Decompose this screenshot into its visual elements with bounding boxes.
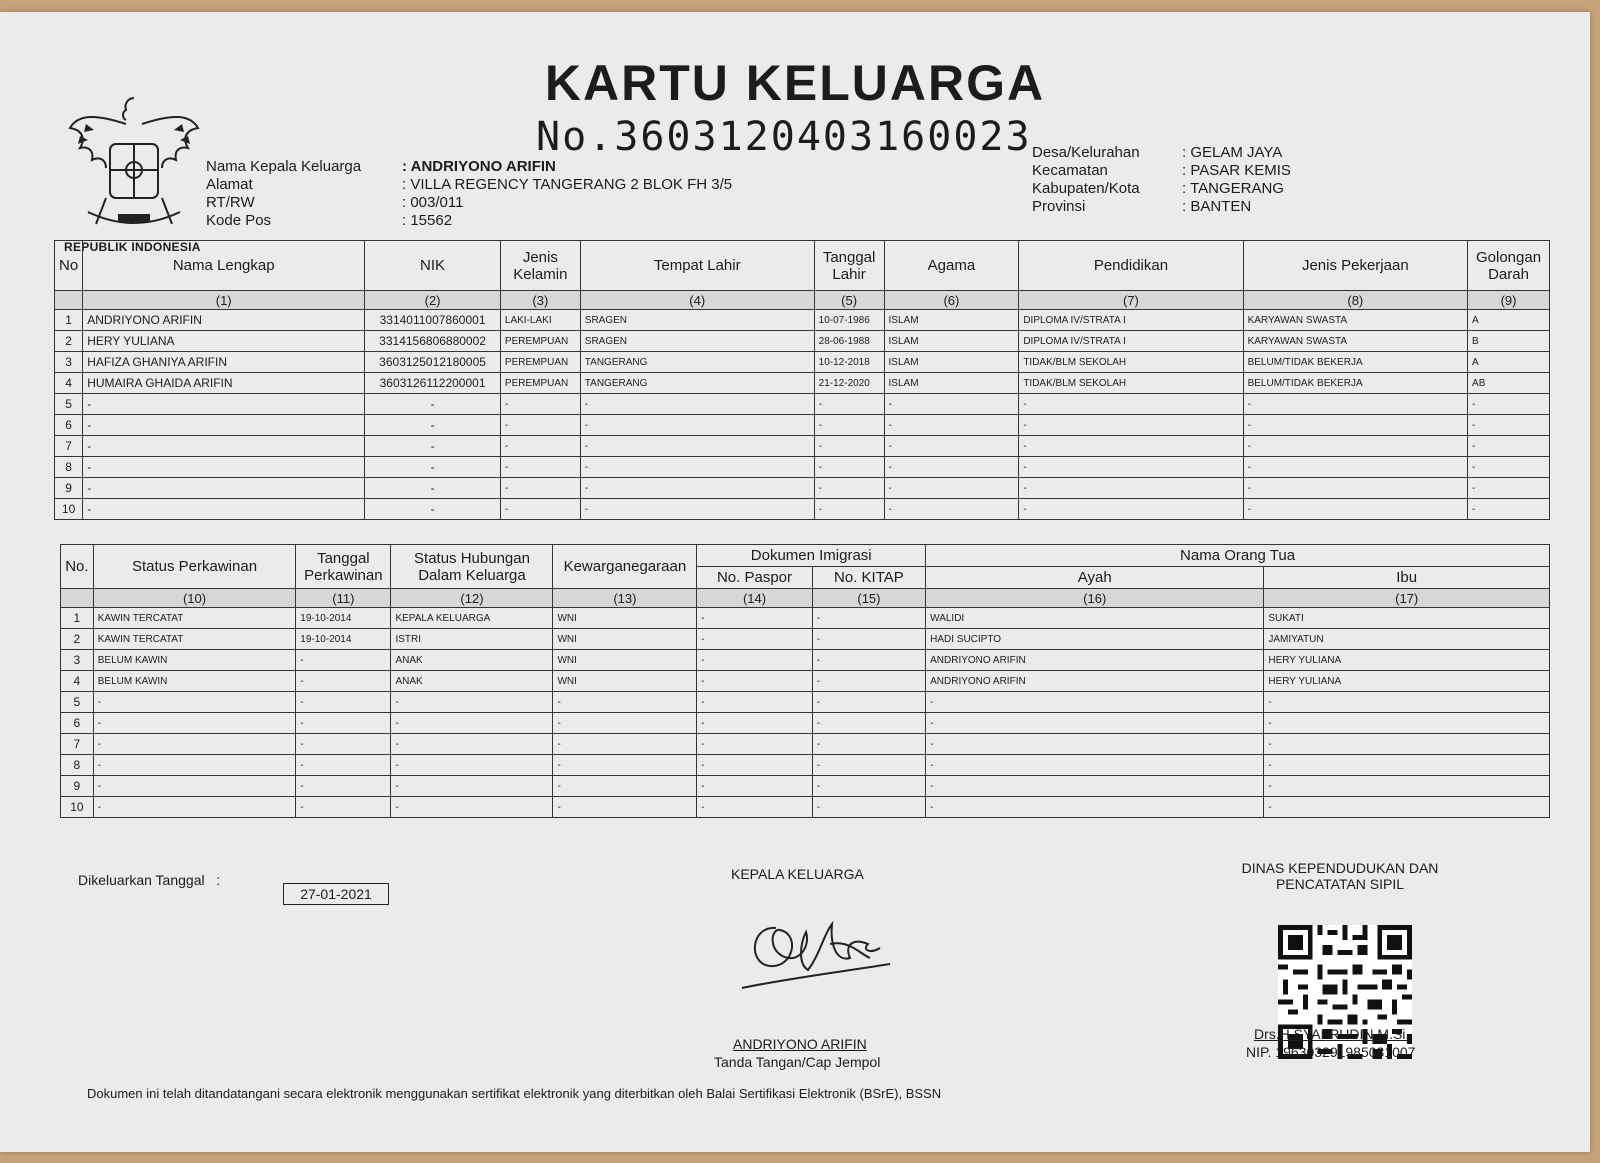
col-number: (8) <box>1243 291 1467 310</box>
member-row <box>55 457 1550 478</box>
col-header: Nama Lengkap <box>83 241 365 291</box>
col-header: Tanggal Lahir <box>814 241 884 291</box>
col-number: (7) <box>1019 291 1243 310</box>
table-cell: - <box>812 776 925 797</box>
emblem-caption: REPUBLIK INDONESIA <box>64 240 201 254</box>
table-cell: - <box>580 499 814 520</box>
field-label: Kode Pos <box>206 212 272 229</box>
field-label: Alamat <box>206 176 253 193</box>
field-value: : TANGERANG <box>1182 180 1284 197</box>
table-cell: - <box>1468 499 1550 520</box>
col-number: (10) <box>93 589 296 608</box>
document-title: KARTU KELUARGA <box>544 55 1046 111</box>
row-number: 2 <box>55 331 83 352</box>
col-header: Golongan Darah <box>1468 241 1550 291</box>
col-number: (17) <box>1264 589 1550 608</box>
col-number: (11) <box>296 589 391 608</box>
col-header: Status Perkawinan <box>93 545 296 589</box>
table-cell: - <box>296 734 391 755</box>
table-cell: - <box>1264 776 1550 797</box>
row-number: 4 <box>55 373 83 394</box>
field-value: : 15562 <box>402 212 453 229</box>
office-line-2: PENCATATAN SIPIL <box>1275 876 1405 892</box>
col-number: (3) <box>500 291 580 310</box>
table-cell: - <box>553 713 697 734</box>
table-cell: - <box>926 755 1264 776</box>
table-cell: 19-10-2014 <box>296 608 391 629</box>
table-cell: - <box>93 713 296 734</box>
table-cell: - <box>926 734 1264 755</box>
table-cell: TIDAK/BLM SEKOLAH <box>1019 373 1243 394</box>
table-cell: ANAK <box>391 650 553 671</box>
row-number: 5 <box>55 394 83 415</box>
col-header: Ayah <box>926 567 1264 589</box>
table-cell: - <box>93 797 296 818</box>
status-row <box>61 692 1550 713</box>
table-cell: BELUM KAWIN <box>93 671 296 692</box>
table-cell: - <box>296 797 391 818</box>
e-sign-disclaimer: Dokumen ini telah ditandatangani secara elektronik menggunakan sertifikat elektronik yang diterbitkan oleh Balai Sertifikasi Elektronik (BSrE), BSSN <box>87 1086 942 1101</box>
issued-label-text: Dikeluarkan Tanggal <box>78 872 205 888</box>
table-cell: - <box>365 415 501 436</box>
table-cell: - <box>1019 415 1243 436</box>
col-header: No. Paspor <box>697 567 812 589</box>
field-label: Kabupaten/Kota <box>1032 180 1140 197</box>
table-cell: - <box>1468 457 1550 478</box>
official-nip: NIP. 196303291985031007 <box>1246 1044 1416 1060</box>
table-cell: - <box>1019 499 1243 520</box>
table-cell: ISLAM <box>884 373 1019 394</box>
table-cell: PEREMPUAN <box>500 331 580 352</box>
table-cell: - <box>1019 436 1243 457</box>
table-cell: A <box>1468 310 1550 331</box>
table-cell: HUMAIRA GHAIDA ARIFIN <box>83 373 365 394</box>
table-cell: - <box>1264 797 1550 818</box>
table-cell: HERY YULIANA <box>1264 650 1550 671</box>
table-cell: SRAGEN <box>580 310 814 331</box>
table-cell: - <box>580 436 814 457</box>
table-cell: - <box>296 713 391 734</box>
col-header: Tempat Lahir <box>580 241 814 291</box>
table-cell: - <box>814 394 884 415</box>
table-cell: - <box>365 478 501 499</box>
table-cell: TANGERANG <box>580 352 814 373</box>
table-cell: KAWIN TERCATAT <box>93 608 296 629</box>
table-cell: 10-07-1986 <box>814 310 884 331</box>
signature-icon <box>740 914 900 1004</box>
table-cell: KARYAWAN SWASTA <box>1243 310 1467 331</box>
table-cell: ANDRIYONO ARIFIN <box>83 310 365 331</box>
table-cell: - <box>580 415 814 436</box>
table-cell: - <box>697 650 812 671</box>
status-row <box>61 671 1550 692</box>
table-cell: - <box>83 394 365 415</box>
table-cell: - <box>580 457 814 478</box>
table-cell: - <box>500 436 580 457</box>
table-cell: - <box>926 713 1264 734</box>
table-cell: - <box>812 797 925 818</box>
table-cell: 3603126112200001 <box>365 373 501 394</box>
table-cell: - <box>1243 394 1467 415</box>
table-cell: SUKATI <box>1264 608 1550 629</box>
col-number: (5) <box>814 291 884 310</box>
table-cell: - <box>296 776 391 797</box>
table-cell: - <box>884 394 1019 415</box>
table-cell: HERY YULIANA <box>83 331 365 352</box>
field-label: RT/RW <box>206 194 255 211</box>
table-cell: ISLAM <box>884 352 1019 373</box>
table-cell: - <box>83 457 365 478</box>
row-number: 6 <box>61 713 94 734</box>
table-cell: - <box>365 457 501 478</box>
table-cell: - <box>1019 457 1243 478</box>
field-value: : GELAM JAYA <box>1182 144 1283 161</box>
col-number: (16) <box>926 589 1264 608</box>
table-cell: - <box>884 499 1019 520</box>
col-header: Nama Orang Tua <box>926 545 1550 567</box>
table-cell: - <box>83 415 365 436</box>
col-header: Dokumen Imigrasi <box>697 545 926 567</box>
table-cell: - <box>93 692 296 713</box>
col-header: Ibu <box>1264 567 1550 589</box>
table-cell: - <box>93 755 296 776</box>
table-cell: ANDRIYONO ARIFIN <box>926 650 1264 671</box>
row-number: 10 <box>55 499 83 520</box>
table-cell: PEREMPUAN <box>500 352 580 373</box>
table-cell: - <box>500 457 580 478</box>
table-cell: - <box>391 776 553 797</box>
col-number: (15) <box>812 589 925 608</box>
row-number: 3 <box>61 650 94 671</box>
col-header: Agama <box>884 241 1019 291</box>
row-number: 9 <box>55 478 83 499</box>
table-cell: BELUM/TIDAK BEKERJA <box>1243 373 1467 394</box>
table-cell: - <box>697 671 812 692</box>
table-cell: SRAGEN <box>580 331 814 352</box>
row-number: 7 <box>61 734 94 755</box>
table-cell: KEPALA KELUARGA <box>391 608 553 629</box>
table-cell: HADI SUCIPTO <box>926 629 1264 650</box>
col-header: No. <box>61 545 94 589</box>
table-cell: - <box>697 629 812 650</box>
col-header: Jenis Kelamin <box>500 241 580 291</box>
office-line-1: DINAS KEPENDUDUKAN DAN <box>1241 860 1439 876</box>
head-name: ANDRIYONO ARIFIN <box>733 1036 867 1052</box>
table-cell: - <box>812 692 925 713</box>
table-cell: JAMIYATUN <box>1264 629 1550 650</box>
table-cell: - <box>814 457 884 478</box>
table-cell: - <box>1264 734 1550 755</box>
table-cell: WNI <box>553 629 697 650</box>
table-cell: LAKI-LAKI <box>500 310 580 331</box>
table-cell: - <box>926 776 1264 797</box>
table-cell: 19-10-2014 <box>296 629 391 650</box>
col-number: (6) <box>884 291 1019 310</box>
status-row <box>61 755 1550 776</box>
table-cell: - <box>1243 436 1467 457</box>
status-row <box>61 713 1550 734</box>
table-cell: ISLAM <box>884 331 1019 352</box>
table-cell: - <box>884 478 1019 499</box>
members-table <box>54 240 1550 520</box>
member-row <box>55 373 1550 394</box>
col-header: NIK <box>365 241 501 291</box>
col-number: (4) <box>580 291 814 310</box>
field-label: Desa/Kelurahan <box>1032 144 1140 161</box>
table-cell: TIDAK/BLM SEKOLAH <box>1019 352 1243 373</box>
col-number: (13) <box>553 589 697 608</box>
table-cell: WNI <box>553 671 697 692</box>
table-cell: - <box>926 692 1264 713</box>
table-cell: - <box>391 755 553 776</box>
table-cell: - <box>391 797 553 818</box>
table-cell: ANDRIYONO ARIFIN <box>926 671 1264 692</box>
table-cell: - <box>1468 415 1550 436</box>
table-cell: - <box>1468 478 1550 499</box>
table-cell: - <box>812 755 925 776</box>
table-cell: - <box>812 608 925 629</box>
table-cell: - <box>83 499 365 520</box>
row-number: 5 <box>61 692 94 713</box>
row-number: 10 <box>61 797 94 818</box>
table-cell: - <box>391 713 553 734</box>
table-cell: - <box>500 415 580 436</box>
table-cell: - <box>1468 436 1550 457</box>
table-cell: - <box>812 650 925 671</box>
region-info <box>1032 144 1291 216</box>
table-cell: - <box>580 394 814 415</box>
table-cell: WALIDI <box>926 608 1264 629</box>
table-cell: HAFIZA GHANIYA ARIFIN <box>83 352 365 373</box>
col-number <box>61 589 94 608</box>
col-number: (1) <box>83 291 365 310</box>
table-cell: - <box>884 457 1019 478</box>
col-header: Kewarganegaraan <box>553 545 697 589</box>
row-number: 9 <box>61 776 94 797</box>
table-cell: - <box>812 734 925 755</box>
table-cell: ISTRI <box>391 629 553 650</box>
table-cell: - <box>814 478 884 499</box>
table-cell: - <box>926 797 1264 818</box>
table-cell: - <box>365 436 501 457</box>
row-number: 4 <box>61 671 94 692</box>
table-cell: - <box>1243 457 1467 478</box>
table-cell: 3314156806880002 <box>365 331 501 352</box>
table-cell: KARYAWAN SWASTA <box>1243 331 1467 352</box>
field-value: : ANDRIYONO ARIFIN <box>402 158 556 175</box>
table-cell: BELUM KAWIN <box>93 650 296 671</box>
col-header: No. KITAP <box>812 567 925 589</box>
row-number: 8 <box>55 457 83 478</box>
col-number: (14) <box>697 589 812 608</box>
table-cell: - <box>391 734 553 755</box>
status-table <box>60 544 1550 818</box>
status-row <box>61 734 1550 755</box>
table-cell: - <box>296 671 391 692</box>
issued-label <box>78 872 220 888</box>
table-cell: 21-12-2020 <box>814 373 884 394</box>
col-header: Tanggal Perkawinan <box>296 545 391 589</box>
status-row <box>61 608 1550 629</box>
field-value: : BANTEN <box>1182 198 1252 215</box>
table-cell: - <box>697 776 812 797</box>
field-label: Nama Kepala Keluarga <box>206 158 362 175</box>
table-cell: - <box>1468 394 1550 415</box>
table-cell: - <box>1264 755 1550 776</box>
field-value: : PASAR KEMIS <box>1182 162 1291 179</box>
col-header: No <box>55 241 83 291</box>
table-cell: WNI <box>553 650 697 671</box>
table-cell: - <box>697 755 812 776</box>
table-cell: - <box>697 797 812 818</box>
table-cell: - <box>884 415 1019 436</box>
head-signature-title: KEPALA KELUARGA <box>731 866 864 882</box>
member-row <box>55 499 1550 520</box>
member-row <box>55 436 1550 457</box>
table-cell: - <box>93 776 296 797</box>
table-cell: - <box>391 692 553 713</box>
member-row <box>55 352 1550 373</box>
row-number: 7 <box>55 436 83 457</box>
field-value: : 003/011 <box>402 194 464 211</box>
member-row <box>55 394 1550 415</box>
col-header: Jenis Pekerjaan <box>1243 241 1467 291</box>
table-cell: - <box>553 692 697 713</box>
table-cell: - <box>296 692 391 713</box>
field-label: Kecamatan <box>1032 162 1108 179</box>
table-cell: 3603125012180005 <box>365 352 501 373</box>
table-cell: - <box>1243 478 1467 499</box>
table-cell: DIPLOMA IV/STRATA I <box>1019 310 1243 331</box>
table-cell: 28-06-1988 <box>814 331 884 352</box>
row-number: 1 <box>61 608 94 629</box>
table-cell: - <box>697 713 812 734</box>
table-cell: - <box>1019 478 1243 499</box>
status-row <box>61 629 1550 650</box>
row-number: 6 <box>55 415 83 436</box>
col-header: Pendidikan <box>1019 241 1243 291</box>
official-name: Drs.H.SYAFRUDIN.M.Si. <box>1254 1026 1410 1042</box>
table-cell: - <box>553 734 697 755</box>
field-label: Provinsi <box>1032 198 1086 215</box>
table-cell: TANGERANG <box>580 373 814 394</box>
table-cell: - <box>500 478 580 499</box>
table-cell: HERY YULIANA <box>1264 671 1550 692</box>
row-number: 2 <box>61 629 94 650</box>
table-cell: - <box>884 436 1019 457</box>
table-cell: - <box>365 499 501 520</box>
table-cell: - <box>553 755 697 776</box>
table-cell: A <box>1468 352 1550 373</box>
table-cell: - <box>296 650 391 671</box>
table-cell: 10-12-2018 <box>814 352 884 373</box>
table-cell: - <box>814 499 884 520</box>
issued-colon: : <box>216 872 221 888</box>
table-cell: - <box>500 499 580 520</box>
row-number: 1 <box>55 310 83 331</box>
table-cell: - <box>814 436 884 457</box>
table-cell: - <box>553 797 697 818</box>
table-cell: DIPLOMA IV/STRATA I <box>1019 331 1243 352</box>
table-cell: - <box>500 394 580 415</box>
table-cell: - <box>83 436 365 457</box>
household-info <box>206 158 732 230</box>
table-cell: - <box>365 394 501 415</box>
table-cell: - <box>553 776 697 797</box>
col-number: (9) <box>1468 291 1550 310</box>
table-cell: - <box>697 734 812 755</box>
table-cell: - <box>697 608 812 629</box>
col-number <box>55 291 83 310</box>
family-card-document <box>0 12 1590 1152</box>
table-cell: PEREMPUAN <box>500 373 580 394</box>
office-name <box>1228 860 1452 892</box>
table-cell: ANAK <box>391 671 553 692</box>
table-cell: - <box>814 415 884 436</box>
signature-caption: Tanda Tangan/Cap Jempol <box>714 1054 881 1070</box>
table-cell: - <box>697 692 812 713</box>
table-cell: - <box>93 734 296 755</box>
member-row <box>55 310 1550 331</box>
status-row <box>61 797 1550 818</box>
table-cell: - <box>580 478 814 499</box>
status-row <box>61 650 1550 671</box>
table-cell: ISLAM <box>884 310 1019 331</box>
row-number: 8 <box>61 755 94 776</box>
col-header: Status Hubungan Dalam Keluarga <box>391 545 553 589</box>
issued-date: 27-01-2021 <box>283 883 389 905</box>
table-cell: - <box>1243 415 1467 436</box>
table-cell: - <box>812 671 925 692</box>
col-number: (12) <box>391 589 553 608</box>
table-cell: 3314011007860001 <box>365 310 501 331</box>
table-cell: KAWIN TERCATAT <box>93 629 296 650</box>
table-cell: - <box>1019 394 1243 415</box>
status-row <box>61 776 1550 797</box>
table-cell: - <box>812 629 925 650</box>
table-cell: AB <box>1468 373 1550 394</box>
member-row <box>55 478 1550 499</box>
table-cell: BELUM/TIDAK BEKERJA <box>1243 352 1467 373</box>
family-card-number: No.3603120403160023 <box>536 114 1032 160</box>
row-number: 3 <box>55 352 83 373</box>
table-cell: - <box>1243 499 1467 520</box>
member-row <box>55 331 1550 352</box>
table-cell: - <box>1264 692 1550 713</box>
table-cell: - <box>1264 713 1550 734</box>
table-cell: - <box>83 478 365 499</box>
table-cell: B <box>1468 331 1550 352</box>
field-value: : VILLA REGENCY TANGERANG 2 BLOK FH 3/5 <box>402 176 733 193</box>
table-cell: - <box>812 713 925 734</box>
table-cell: WNI <box>553 608 697 629</box>
member-row <box>55 415 1550 436</box>
table-cell: - <box>296 755 391 776</box>
col-number: (2) <box>365 291 501 310</box>
